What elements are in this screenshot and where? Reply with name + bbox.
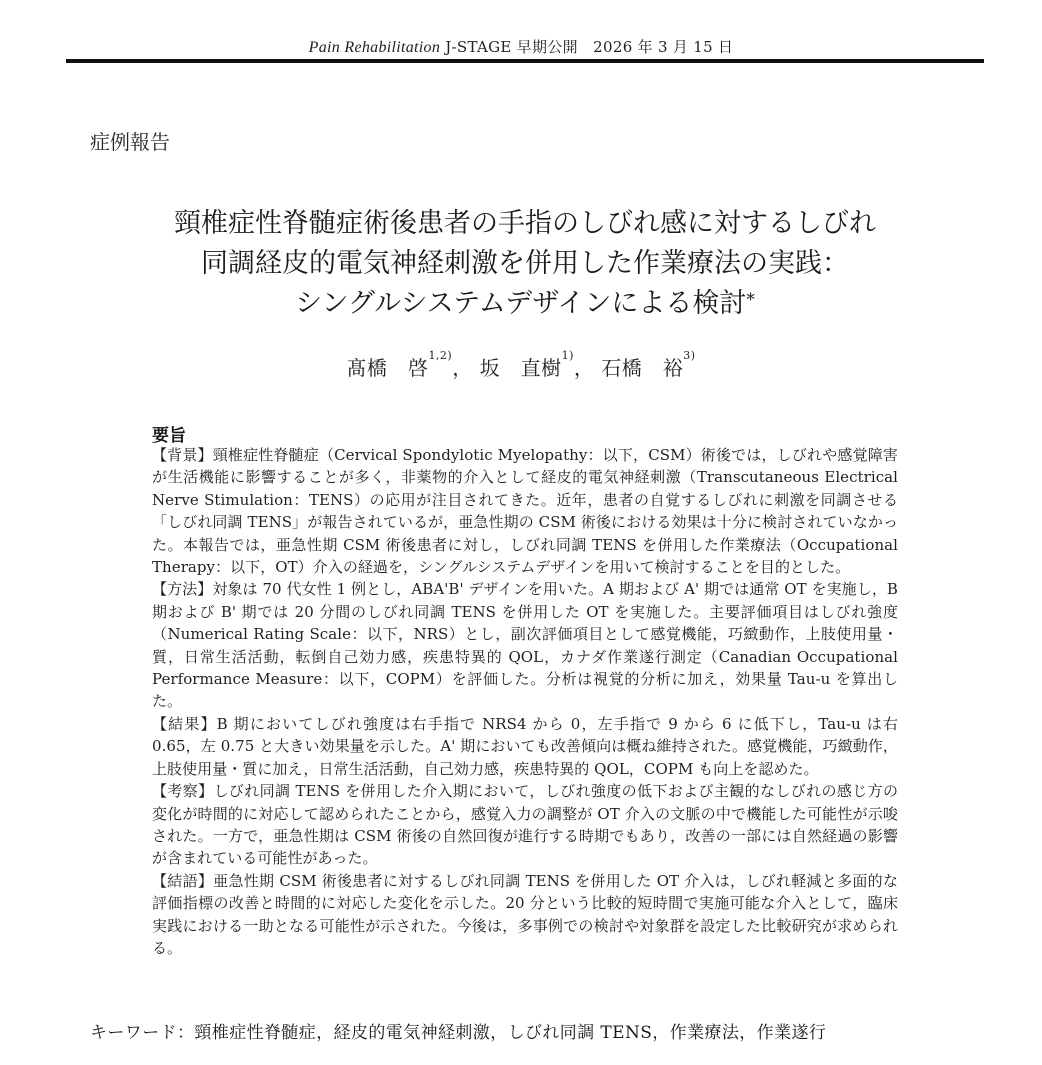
section-label: 【方法】 [152,580,213,599]
article-type: 症例報告 [90,130,170,154]
author-name: 髙橋 啓 [346,356,429,380]
section-label: 【結語】 [152,871,214,890]
author-separator: ， [452,356,473,380]
publication-info: J-STAGE 早期公開 2026 年 3 月 15 日 [445,38,734,56]
title-line-3-text: シングルシステムデザインによる検討 [295,288,747,319]
header-rule [66,59,984,63]
section-text: 亜急性期 CSM 術後患者に対するしびれ同調 TENS を併用した OT 介入は，しびれ軽減と多面的な評価指標の改善と時間的に対応した変化を示した。20 分という比較的短時間で実施可能な介入として，臨床実践における一助となる可能性が示された。今後は，多事例での検討や対象群を設定した比較研究が求められる。 [152,871,898,957]
keywords: キーワード：頸椎症性脊髄症，経皮的電気神経刺激，しびれ同調 TENS，作業療法，作業遂行 [90,1023,827,1043]
article-title [100,204,950,324]
author-list [0,349,1042,381]
author-affiliation: 1,2) [428,349,453,362]
author-affiliation: 1) [561,349,574,362]
author-affiliation: 3) [683,349,696,362]
section-text: しびれ同調 TENS を併用した介入期において，しびれ強度の低下および主観的なしびれの感じ方の変化が時間的に対応して認められたことから，感覚入力の調整が OT 介入の文脈の中で機能した可能性が示唆された。一方で，亜急性期は CSM 術後の自然回復が進行する時期でもあり，改善の一部には自然経過の影響が含まれている可能性があった。 [152,782,898,868]
author-name: 石橋 裕 [601,356,684,380]
section-text: B 期においてしびれ強度は右手指で NRS4 から 0，左手指で 9 から 6 に低下し，Tau-u は右 0.65，左 0.75 と大きい効果量を示した。A' 期においても改善傾向は概ね維持された。感覚機能，巧緻動作，上肢使用量・質に加え，日常生活活動，自己効力感，疾患特異的 QOL，COPM も向上を認めた。 [152,714,898,778]
title-footnote-mark: * [746,290,755,310]
abstract-results [152,713,898,780]
title-line-1: 頸椎症性脊髄症術後患者の手指のしびれ感に対するしびれ [174,208,876,239]
abstract-methods [152,578,898,712]
section-text: 頸椎症性脊髄症（Cervical Spondylotic Myelopathy：以下，CSM）術後では，しびれや感覚障害が生活機能に影響することが多く，非薬物的介入として経皮的電気神経刺激（Transcutaneous Electrical Nerve Stimulation：TENS）の応用が注目されてきた。近年，患者の自覚するしびれに刺激を同調させる「しびれ同調 TENS」が報告されているが，亜急性期の CSM 術後における効果は十分に検討されていなかった。本報告では，亜急性期 CSM 術後患者に対し，しびれ同調 TENS を併用した作業療法（Occupational Therapy：以下，OT）介入の経過を，シングルシステムデザインを用いて検討することを目的とした。 [152,446,898,577]
journal-name: Pain Rehabilitation [308,39,441,56]
abstract-body [152,444,898,959]
running-head [0,36,1042,57]
section-label: 【考察】 [152,782,214,801]
section-label: 【結果】 [152,714,217,733]
section-label: 【背景】 [152,446,213,464]
section-text: 対象は 70 代女性 1 例とし，ABA'B' デザインを用いた。A 期および A' 期では通常 OT を実施し，B 期および B' 期では 20 分間のしびれ同調 TENS を併用した OT を実施した。主要評価項目はしびれ強度（Numerical Rating Scale：以下，NRS）とし，副次評価項目として感覚機能，巧緻動作，上肢使用量・質，日常生活活動，転倒自己効力感，疾患特異的 QOL，カナダ作業遂行測定（Canadian Occupational Performance Measure：以下，COPM）を評価した。分析は視覚的分析に加え，効果量 Tau-u を算出した。 [152,580,898,711]
abstract-heading: 要旨 [152,426,186,446]
author-separator: ， [573,356,595,380]
title-line-2: 同調経皮的電気神経刺激を併用した作業療法の実践： [201,248,849,279]
abstract-background [152,444,898,578]
title-line-3 [100,284,950,324]
abstract-conclusion [152,870,898,960]
author-name: 坂 直樹 [479,356,562,380]
abstract-discussion [152,780,898,870]
